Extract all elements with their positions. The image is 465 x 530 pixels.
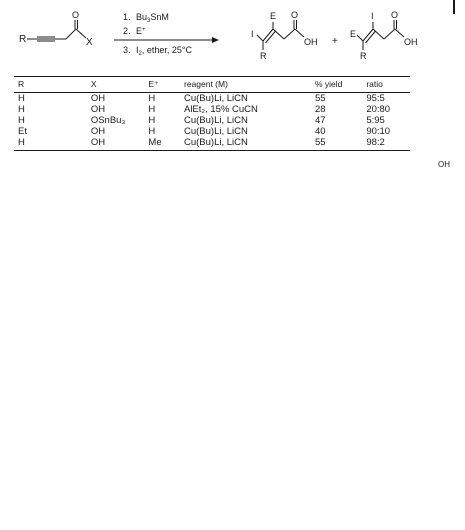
sm-r-label: R xyxy=(19,34,27,45)
sm-x-label: X xyxy=(86,37,93,48)
cell-reagent: Cu(Bu)Li, LiCN xyxy=(183,115,248,126)
p2-bond-oh xyxy=(395,29,404,37)
margin-oh-fragment: OH xyxy=(438,160,450,169)
p1-double-1 xyxy=(263,29,273,41)
cell-ratio: 20:80 xyxy=(366,104,391,115)
cell-reagent: AlEt₂, 15% CuCN xyxy=(183,104,258,115)
cell-e: Me xyxy=(148,137,184,151)
p2-e-label: E xyxy=(350,29,357,39)
cell-ratio: 5:95 xyxy=(366,115,385,126)
p1-bond-oh xyxy=(295,29,304,37)
cell-reagent: Cu(Bu)Li, LiCN xyxy=(184,137,315,151)
cell-x: OH xyxy=(90,126,106,137)
p1-e-label: E xyxy=(270,11,277,21)
table-row xyxy=(14,115,410,126)
p2-r-label: R xyxy=(360,51,367,61)
p1-i-label: I xyxy=(251,29,254,39)
plus-sign: + xyxy=(332,36,338,47)
sm-o-label: O xyxy=(72,10,80,20)
cell-e: H xyxy=(148,126,156,137)
header-reagent: reagent (M) xyxy=(184,77,315,93)
header-yield: % yield xyxy=(315,77,366,93)
p1-oh-label: OH xyxy=(304,37,318,47)
header-ratio: ratio xyxy=(366,77,410,93)
p1-bond-c xyxy=(284,29,295,39)
p2-i-label: I xyxy=(371,11,374,21)
cell-r: H xyxy=(18,115,25,126)
table-row xyxy=(14,126,410,137)
cell-r: H xyxy=(14,137,91,151)
p2-bond-ch2 xyxy=(373,29,384,39)
cell-x: OH xyxy=(90,93,106,104)
cell-yield: 55 xyxy=(315,137,366,151)
table-row xyxy=(14,93,410,105)
cell-ratio: 90:10 xyxy=(366,126,391,137)
p1-double-2 xyxy=(266,31,276,43)
cell-x: OH xyxy=(91,137,149,151)
p2-bond-e xyxy=(357,35,363,41)
table-row xyxy=(14,137,410,151)
cell-reagent: Cu(Bu)Li, LiCN xyxy=(183,126,248,137)
cell-x: OH xyxy=(90,104,106,115)
header-e: E⁺ xyxy=(148,77,184,93)
reaction-scheme xyxy=(0,0,465,75)
reaction-arrow-head xyxy=(212,37,219,43)
p1-bond-i xyxy=(257,35,263,41)
cell-yield: 40 xyxy=(314,126,326,137)
p2-oh-label: OH xyxy=(404,37,418,47)
cell-e: H xyxy=(148,93,156,104)
p2-double-2 xyxy=(366,31,376,43)
results-table xyxy=(14,76,410,151)
header-r: R xyxy=(14,77,91,93)
cell-yield: 55 xyxy=(314,93,326,104)
p2-double-1 xyxy=(363,29,373,41)
table-row xyxy=(14,104,410,115)
cell-reagent: Cu(Bu)Li, LiCN xyxy=(183,93,248,104)
p2-bond-c xyxy=(384,29,395,39)
cell-ratio: 98:2 xyxy=(366,137,410,151)
cell-r: H xyxy=(18,104,25,115)
condition-2: 2. E+ xyxy=(123,26,146,36)
cell-r: H xyxy=(18,93,25,104)
p1-r-label: R xyxy=(260,51,267,61)
condition-3: 3. $I_2$, ether, 25°C xyxy=(123,45,193,57)
cell-e: H xyxy=(148,104,156,115)
table-header-row xyxy=(14,77,410,93)
condition-1: 1. $Bu_3SnM$ xyxy=(123,12,169,24)
p1-o-label: O xyxy=(291,10,299,20)
cell-r: Et xyxy=(18,126,27,137)
cell-yield: 28 xyxy=(314,104,326,115)
p2-o-label: O xyxy=(391,10,399,20)
sm-bond-cx xyxy=(76,29,86,38)
cell-x: OSnBu₃ xyxy=(90,115,126,126)
header-x: X xyxy=(91,77,149,93)
cell-yield: 47 xyxy=(314,115,326,126)
cell-ratio: 95:5 xyxy=(366,93,385,104)
sm-bond-co xyxy=(66,29,76,39)
p1-bond-ch2 xyxy=(273,29,284,39)
cell-e: H xyxy=(148,115,156,126)
